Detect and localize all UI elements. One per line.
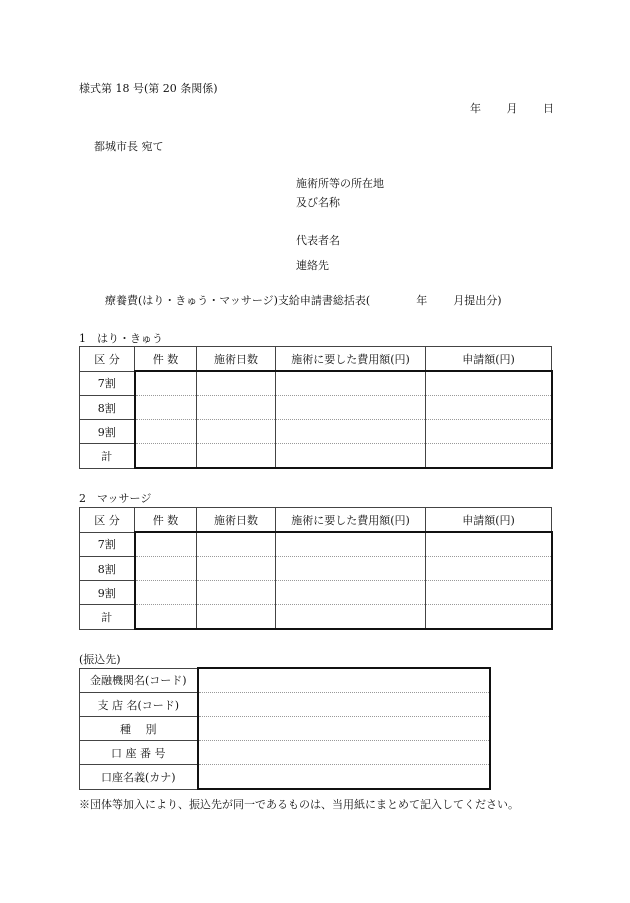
count-cell[interactable] [135,605,197,630]
table-row [80,420,552,444]
account-type-field[interactable] [198,717,490,741]
form-title-year: 年 [416,294,428,307]
col-days: 施術日数 [197,508,276,533]
bank-row [80,765,490,790]
col-count: 件 数 [135,347,197,372]
row-label: 計 [80,605,135,630]
addressee: 都城市長 宛て [94,140,164,153]
branch-name-field[interactable] [198,693,490,717]
count-cell[interactable] [135,444,197,469]
col-cost: 施術に要した費用額(円) [276,347,426,372]
claim-cell[interactable] [426,605,552,630]
row-label: 7割 [80,532,135,557]
days-cell[interactable] [197,444,276,469]
count-cell[interactable] [135,532,197,557]
header-row [80,508,552,533]
acupuncture-table [79,346,553,469]
bank-name-field[interactable] [198,668,490,693]
cost-cell[interactable] [276,581,426,605]
location-label-line2: 及び名称 [296,196,340,209]
header-row [80,347,552,372]
table-row [80,581,552,605]
days-cell[interactable] [197,371,276,396]
table-row [80,532,552,557]
account-type-label: 種 別 [80,717,198,741]
account-holder-field[interactable] [198,765,490,790]
col-cost: 施術に要した費用額(円) [276,508,426,533]
bank-row [80,741,490,765]
count-cell[interactable] [135,581,197,605]
account-number-label: 口 座 番 号 [80,741,198,765]
claim-cell[interactable] [426,557,552,581]
table-row [80,605,552,630]
days-cell[interactable] [197,532,276,557]
row-label: 9割 [80,420,135,444]
claim-cell[interactable] [426,532,552,557]
form-title [105,292,502,308]
date-day: 日 [543,102,554,115]
claim-cell[interactable] [426,371,552,396]
count-cell[interactable] [135,420,197,444]
section-title-massage: 2 マッサージ [79,492,152,505]
section-title-acupuncture: 1 はり・きゅう [79,332,163,345]
table-row [80,557,552,581]
representative-label: 代表者名 [296,234,340,247]
form-title-main: 療養費(はり・きゅう・マッサージ)支給申請書総括表( [105,294,371,307]
days-cell[interactable] [197,605,276,630]
days-cell[interactable] [197,581,276,605]
date-month: 月 [506,102,518,115]
table-row [80,396,552,420]
row-label: 8割 [80,396,135,420]
bank-name-label: 金融機関名(コード) [80,668,198,693]
col-category: 区 分 [80,347,135,372]
bank-table [79,667,491,790]
col-count: 件 数 [135,508,197,533]
row-label: 9割 [80,581,135,605]
count-cell[interactable] [135,371,197,396]
bank-section-title: (振込先) [79,653,121,666]
account-holder-label: 口座名義(カナ) [80,765,198,790]
bank-row [80,717,490,741]
form-number: 様式第 18 号(第 20 条関係) [79,82,218,95]
cost-cell[interactable] [276,444,426,469]
claim-cell[interactable] [426,396,552,420]
row-label: 7割 [80,371,135,396]
col-days: 施術日数 [197,347,276,372]
table-row [80,371,552,396]
account-number-field[interactable] [198,741,490,765]
count-cell[interactable] [135,396,197,420]
date-year: 年 [470,102,481,115]
massage-table [79,507,553,630]
days-cell[interactable] [197,557,276,581]
footnote: ※団体等加入により、振込先が同一であるものは、当用紙にまとめて記入してください。 [79,798,519,811]
count-cell[interactable] [135,557,197,581]
location-label-line1: 施術所等の所在地 [296,177,384,190]
claim-cell[interactable] [426,420,552,444]
table-row [80,444,552,469]
bank-row [80,693,490,717]
claim-cell[interactable] [426,444,552,469]
bank-row [80,668,490,693]
col-claim: 申請額(円) [426,508,552,533]
cost-cell[interactable] [276,605,426,630]
days-cell[interactable] [197,420,276,444]
submission-date [470,100,554,116]
col-claim: 申請額(円) [426,347,552,372]
cost-cell[interactable] [276,371,426,396]
contact-label: 連絡先 [296,259,329,272]
row-label: 計 [80,444,135,469]
claim-cell[interactable] [426,581,552,605]
cost-cell[interactable] [276,420,426,444]
col-category: 区 分 [80,508,135,533]
form-title-month: 月提出分) [453,294,502,307]
days-cell[interactable] [197,396,276,420]
row-label: 8割 [80,557,135,581]
cost-cell[interactable] [276,532,426,557]
cost-cell[interactable] [276,396,426,420]
cost-cell[interactable] [276,557,426,581]
branch-name-label: 支 店 名(コード) [80,693,198,717]
